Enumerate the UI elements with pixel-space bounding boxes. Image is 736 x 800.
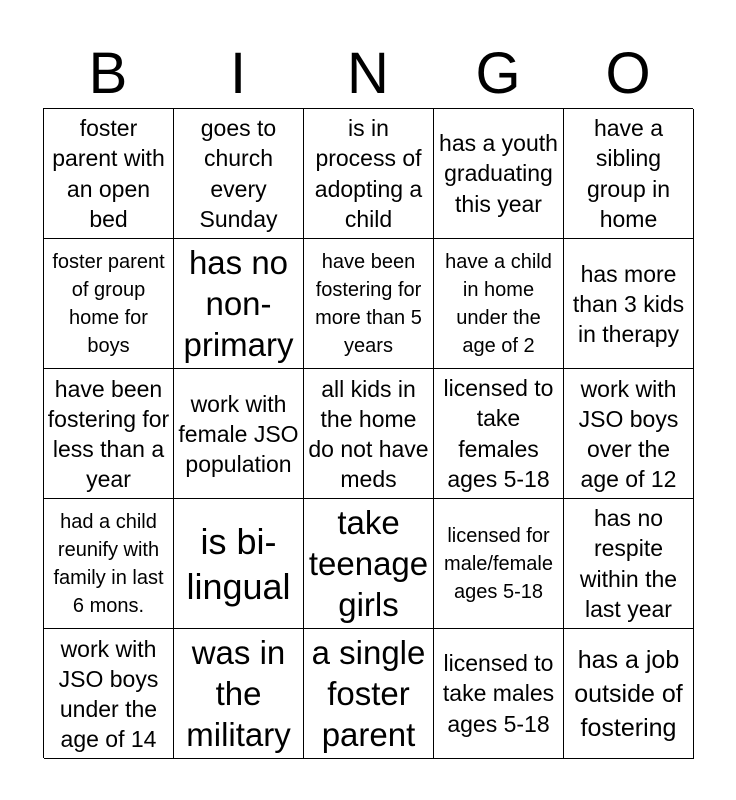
bingo-cell[interactable] bbox=[304, 499, 434, 629]
bingo-cell[interactable] bbox=[44, 109, 174, 239]
cell-text: licensed for male/female ages 5-18 bbox=[444, 524, 553, 603]
header-letter-g: G bbox=[475, 41, 521, 106]
bingo-cell[interactable] bbox=[304, 239, 434, 369]
cell-text: a single foster parent bbox=[311, 634, 426, 753]
header-letter-i: I bbox=[229, 41, 247, 106]
cell-text: foster parent with an open bed bbox=[52, 114, 165, 232]
bingo-cell[interactable] bbox=[434, 239, 564, 369]
header-letter-o: O bbox=[605, 41, 651, 106]
bingo-cell[interactable] bbox=[174, 499, 304, 629]
cell-text: have been fostering for less than a year bbox=[47, 375, 170, 492]
bingo-header bbox=[43, 40, 693, 108]
bingo-cell[interactable] bbox=[564, 239, 694, 369]
bingo-cell[interactable] bbox=[174, 629, 304, 759]
bingo-cell[interactable] bbox=[44, 239, 174, 369]
cell-text: has more than 3 kids in therapy bbox=[572, 260, 685, 347]
bingo-cell[interactable] bbox=[174, 239, 304, 369]
cell-text: licensed to take females ages 5-18 bbox=[443, 374, 554, 492]
bingo-cell[interactable] bbox=[44, 499, 174, 629]
bingo-cell[interactable] bbox=[44, 629, 174, 759]
bingo-cell[interactable] bbox=[434, 629, 564, 759]
bingo-cell[interactable] bbox=[174, 369, 304, 499]
cell-text: has a youth graduating this year bbox=[439, 129, 558, 217]
cell-text: is bi-lingual bbox=[186, 520, 291, 607]
cell-text: goes to church every Sunday bbox=[199, 114, 278, 232]
bingo-cell[interactable] bbox=[564, 499, 694, 629]
cell-text: take teenage girls bbox=[308, 504, 429, 623]
bingo-cell[interactable] bbox=[564, 109, 694, 239]
cell-text: work with female JSO population bbox=[178, 390, 299, 477]
bingo-cell[interactable] bbox=[174, 109, 304, 239]
cell-text: was in the military bbox=[186, 634, 291, 753]
cell-text: work with JSO boys under the age of 14 bbox=[58, 635, 159, 752]
cell-text: has no respite within the last year bbox=[579, 504, 678, 622]
bingo-cell[interactable] bbox=[434, 369, 564, 499]
cell-text: foster parent of group home for boys bbox=[52, 250, 165, 357]
bingo-cell[interactable] bbox=[44, 369, 174, 499]
header-letter-n: N bbox=[347, 41, 389, 106]
cell-text: is in process of adopting a child bbox=[314, 114, 423, 232]
cell-text: have a child in home under the age of 2 bbox=[445, 250, 552, 357]
cell-text: have been fostering for more than 5 years bbox=[315, 250, 422, 357]
cell-text: have a sibling group in home bbox=[586, 114, 671, 232]
bingo-cell[interactable] bbox=[564, 369, 694, 499]
bingo-cell[interactable] bbox=[304, 369, 434, 499]
bingo-cell[interactable] bbox=[304, 629, 434, 759]
cell-text: work with JSO boys over the age of 12 bbox=[578, 375, 679, 492]
cell-text: licensed to take males ages 5-18 bbox=[442, 649, 555, 737]
bingo-cell[interactable] bbox=[434, 499, 564, 629]
header-letter-b: B bbox=[88, 41, 128, 106]
cell-text: has no non-primary bbox=[183, 244, 294, 363]
bingo-cell[interactable] bbox=[304, 109, 434, 239]
bingo-cell[interactable] bbox=[434, 109, 564, 239]
cell-text: all kids in the home do not have meds bbox=[308, 375, 429, 492]
bingo-cell[interactable] bbox=[564, 629, 694, 759]
cell-text: has a job outside of fostering bbox=[574, 645, 683, 742]
bingo-board bbox=[43, 108, 693, 758]
cell-text: had a child reunify with family in last 6 mons. bbox=[53, 510, 164, 617]
